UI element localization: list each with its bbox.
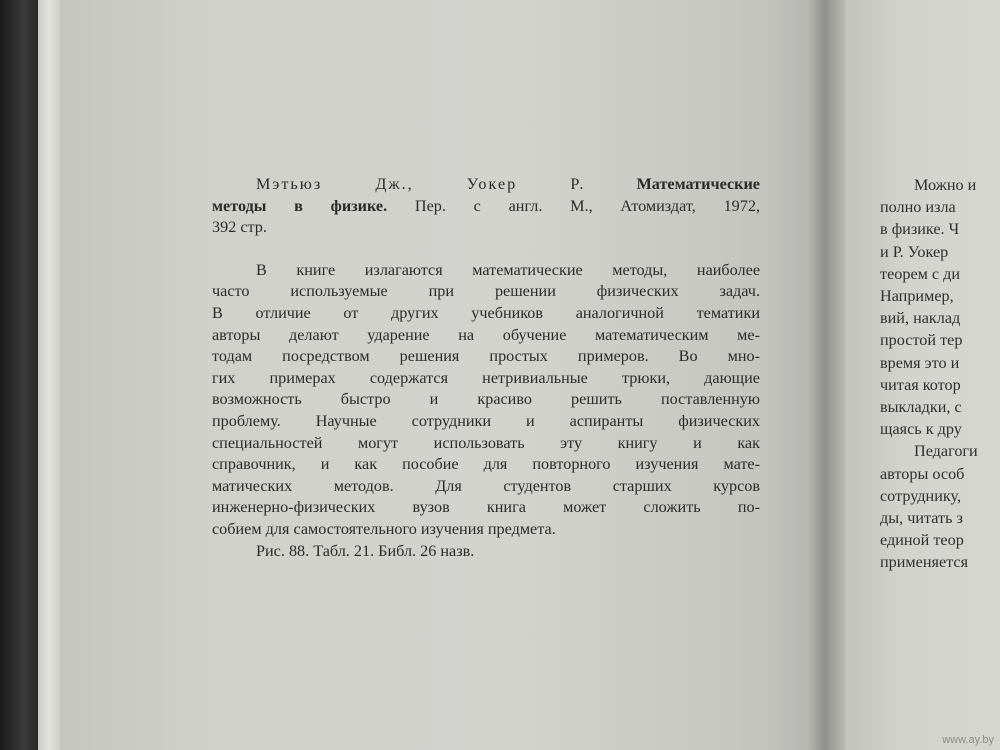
annotation-line: матических методов. Для студентов старших курсов	[212, 476, 760, 495]
annotation-line: возможность быстро и красиво решить поставленную	[212, 390, 760, 409]
right-page-line: полно изла	[880, 198, 956, 217]
citation-line-2	[212, 196, 760, 218]
annotation-line: авторы делают ударение на обучение математическим ме-	[212, 325, 760, 344]
right-page-line: время это и	[880, 353, 960, 372]
right-page-line: Можно и	[914, 176, 977, 194]
book-stats: Рис. 88. Табл. 21. Библ. 26 назв.	[256, 541, 475, 560]
citation-publication: Пер. с англ. М., Атомиздат, 1972,	[414, 196, 760, 215]
watermark: www.ay.by	[942, 734, 994, 746]
annotation-line: В книге излагаются математические методы, наиболее	[256, 260, 760, 279]
right-page-line: единой теор	[880, 531, 964, 550]
right-page-line: в физике. Ч	[880, 220, 960, 239]
annotation-line: собием для самостоятельного изучения предмета.	[212, 519, 556, 538]
right-page-line: простой тер	[880, 331, 963, 350]
right-page-line: щаясь к дру	[880, 420, 962, 439]
annotation-line: специальностей могут использовать эту книгу и как	[212, 433, 760, 452]
right-page-line: выкладки, с	[880, 398, 962, 417]
right-page-line: теорем с ди	[880, 264, 961, 283]
annotation-line: проблему. Научные сотрудники и аспиранты физических	[212, 411, 760, 430]
citation-pages: 392 стр.	[212, 218, 267, 237]
right-page-text	[880, 174, 1000, 574]
citation-title-part-1: Математические	[636, 175, 760, 193]
page-gutter	[805, 0, 850, 750]
annotation-line: инженерно-физических вузов книга может сложить по-	[212, 498, 760, 517]
citation-line-1	[212, 174, 760, 196]
annotation-line: гих примерах содержатся нетривиальные трюки, дающие	[212, 368, 760, 387]
right-page-line: вий, наклад	[880, 309, 961, 328]
right-page-line: сотруднику,	[880, 486, 962, 505]
right-page-line: применяется	[880, 553, 969, 572]
right-page-line: Например,	[880, 287, 954, 306]
right-page-line: Педагоги	[914, 442, 978, 461]
annotation-line: тодам посредством решения простых примеров. Во мно-	[212, 347, 760, 366]
annotation-block	[212, 174, 760, 562]
annotation-line: справочник, и как пособие для повторного изучения мате-	[212, 455, 760, 474]
right-page-line: ды, читать з	[880, 509, 963, 528]
citation-authors: Мэтьюз Дж., Уокер Р.	[256, 175, 586, 193]
cover-edge	[38, 0, 60, 750]
right-page-line: и Р. Уокер	[880, 242, 949, 261]
citation-title-part-2: методы в физике.	[212, 196, 388, 215]
right-page-line: читая котор	[880, 375, 961, 394]
annotation-line: В отличие от других учебников аналогичной тематики	[212, 303, 760, 322]
annotation-line: часто используемые при решении физических задач.	[212, 282, 760, 301]
right-page-line: авторы особ	[880, 464, 965, 483]
